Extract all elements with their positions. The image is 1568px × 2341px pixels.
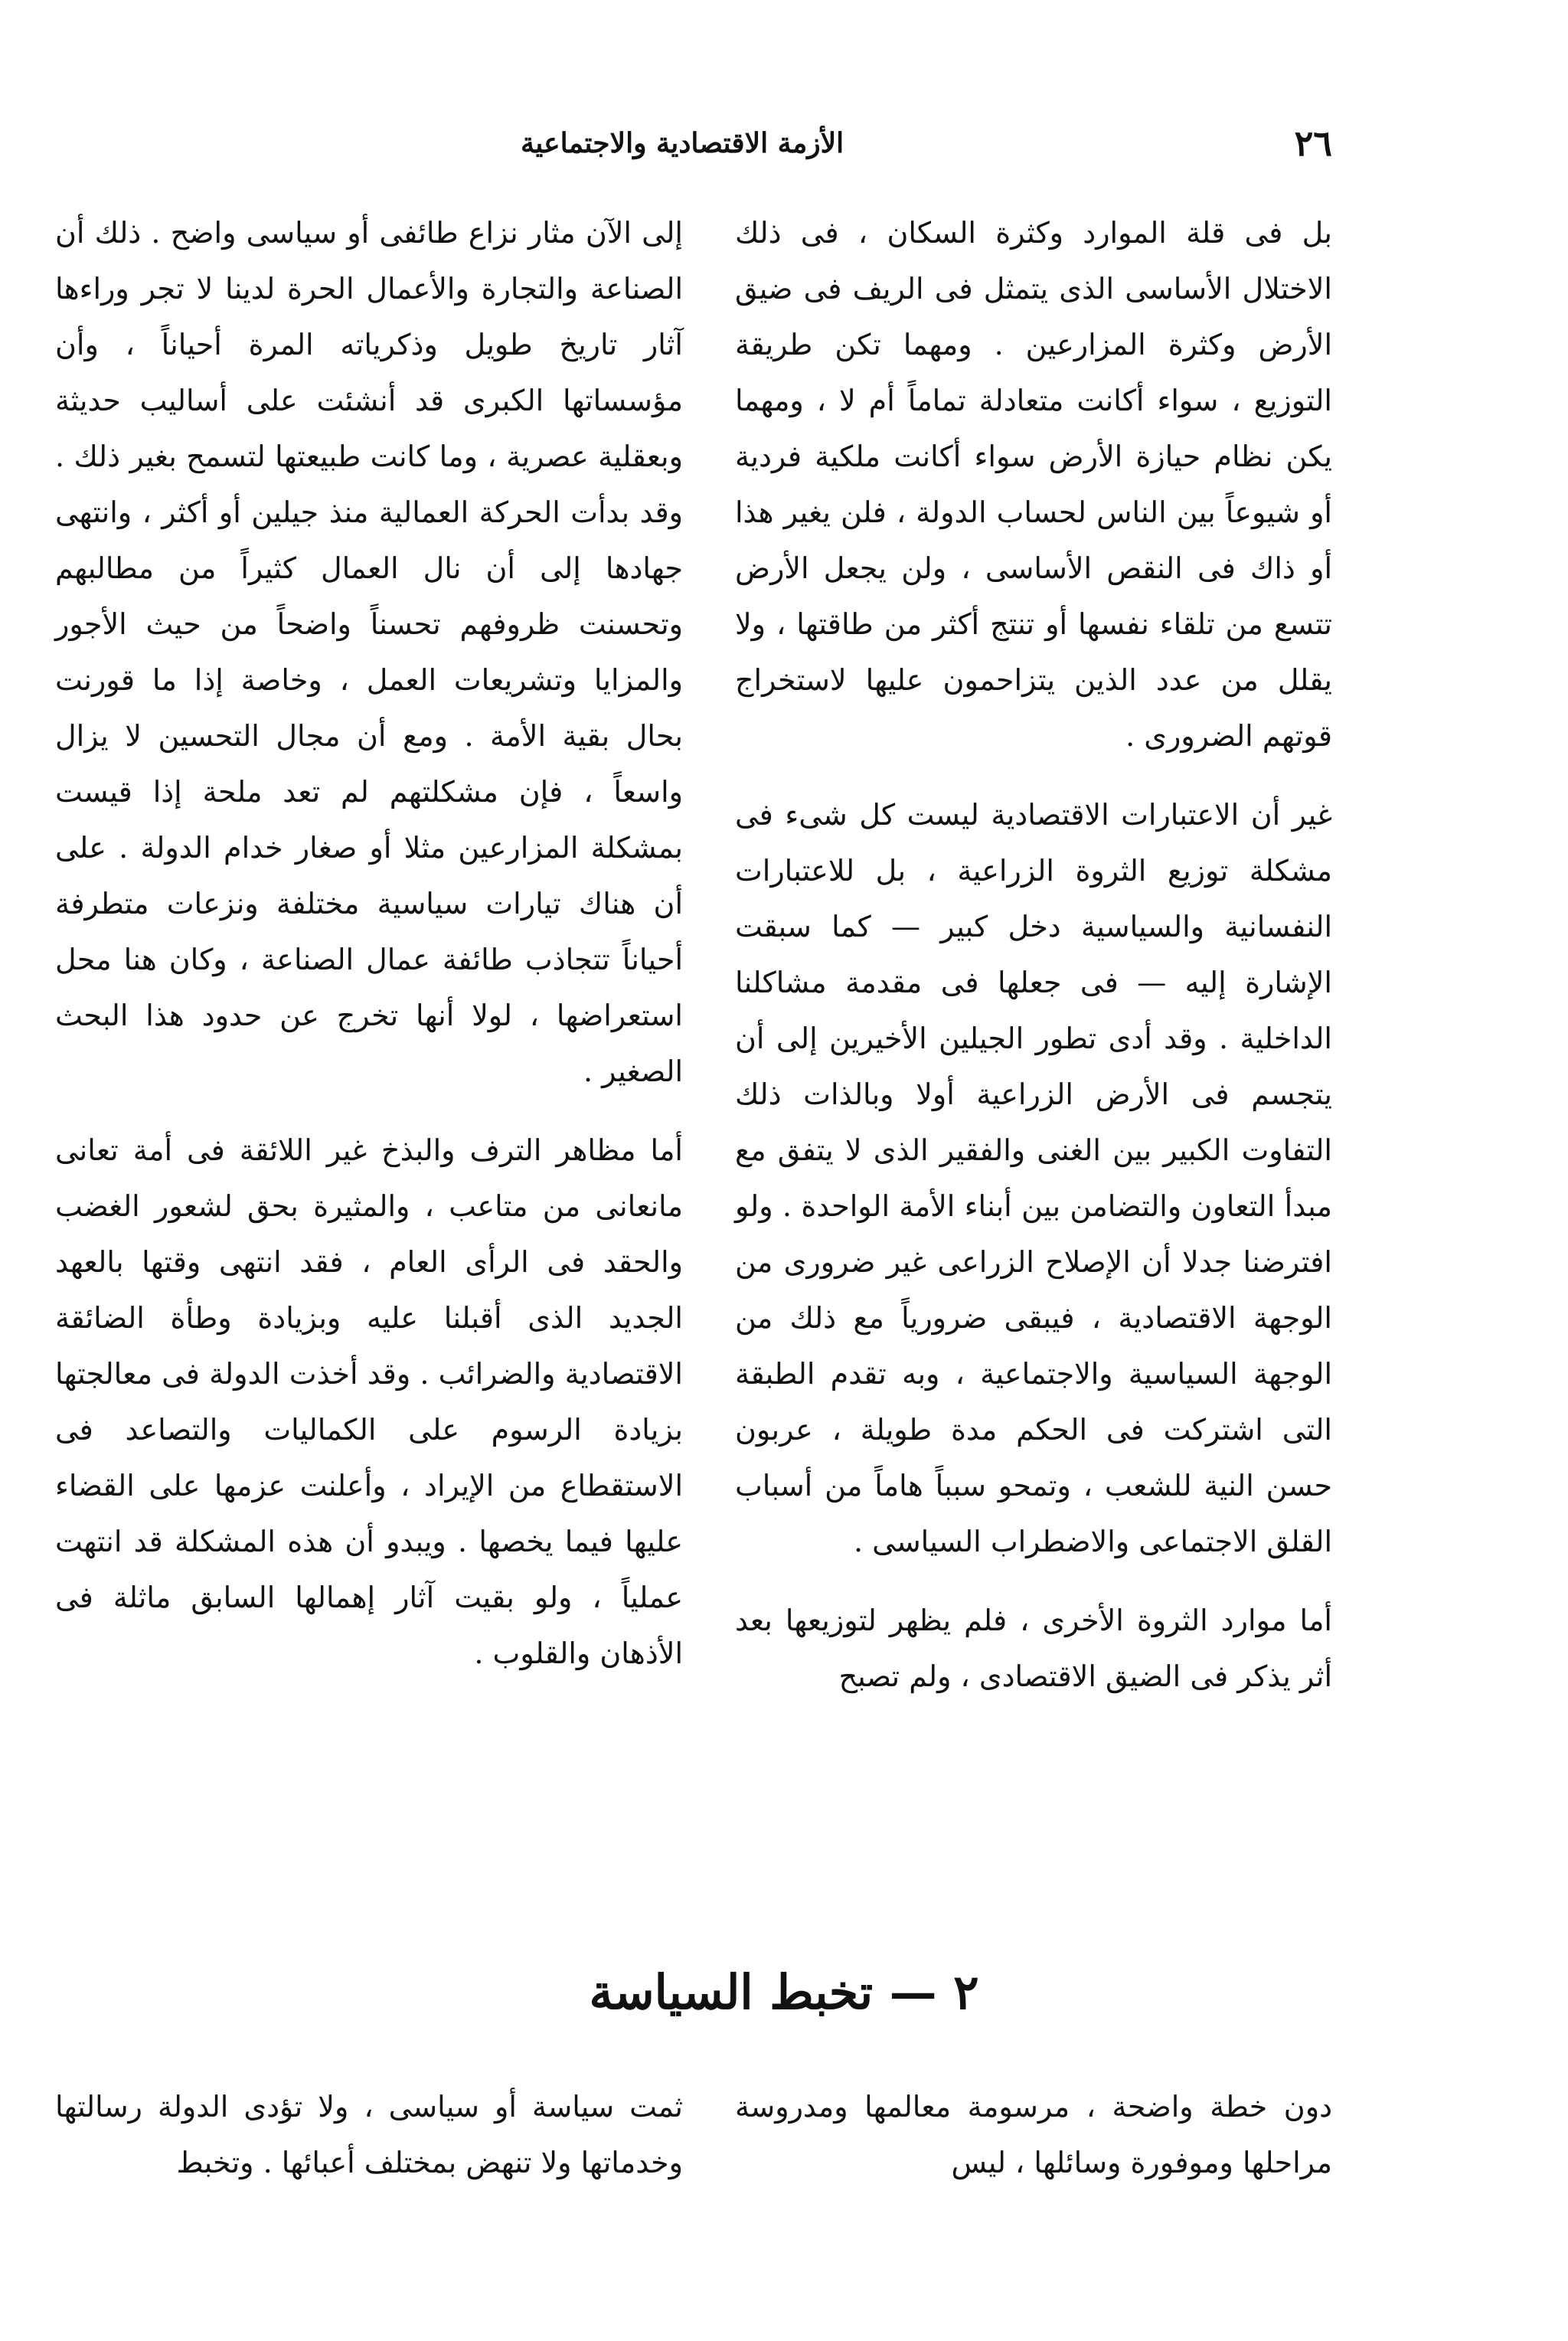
page-number: ٢٦ xyxy=(1294,123,1332,164)
left-paragraph-1: إلى الآن مثار نزاع طائفى أو سياسى واضح . ذلك أن الصناعة والتجارة والأعمال الحرة لدينا لا تجر وراءها آثار تاريخ طويل وذكرياته المرة أحياناً ، وأن مؤسساتها الكبرى قد أنشئت على أساليب حديثة وبعقلية عصرية ، وما كانت طبيعتها لتسمح بغير ذلك . وقد بدأت الحركة العمالية منذ جيلين أو أكثر ، وانتهى جهادها إلى أن نال العمال كثيراً من مطالبهم وتحسنت ظروفهم تحسناً واضحاً من حيث الأجور والمزايا وتشريعات العمل ، وخاصة إذا ما قورنت بحال بقية الأمة . ومع أن مجال التحسين لا يزال واسعاً ، فإن مشكلتهم لم تعد ملحة إذا قيست بمشكلة المزارعين مثلا أو صغار خدام الدولة . على أن هناك تيارات سياسية مختلفة ونزعات متطرفة أحياناً تتجاذب طائفة عمال الصناعة ، وكان هنا محل استعراضها ، لولا أنها تخرج عن حدود هذا البحث الصغير . xyxy=(55,216,683,1088)
section-right-column xyxy=(735,2079,1332,2191)
right-paragraph-1: بل فى قلة الموارد وكثرة السكان ، فى ذلك الاختلال الأساسى الذى يتمثل فى الريف فى ضيق الأرض وكثرة المزارعين . ومهما تكن طريقة التوزيع ، سواء أكانت متعادلة تماماً أم لا ، ومهما يكن نظام حيازة الأرض سواء أكانت ملكية فردية أو شيوعاً بين الناس لحساب الدولة ، فلن يغير هذا أو ذاك فى النقص الأساسى ، ولن يجعل الأرض تتسع من تلقاء نفسها أو تنتج أكثر من طاقتها ، ولا يقلل من عدد الذين يتزاحمون عليها لاستخراج قوتهم الضرورى . xyxy=(735,216,1332,753)
section-left-column xyxy=(55,2079,683,2191)
right-column xyxy=(735,205,1332,1705)
left-paragraph-2: أما مظاهر الترف والبذخ غير اللائقة فى أمة تعانى مانعانى من متاعب ، والمثيرة بحق لشعور الغضب والحقد فى الرأى العام ، فقد انتهى وقتها بالعهد الجديد الذى أقبلنا عليه وبزيادة وطأة الضائقة الاقتصادية والضرائب . وقد أخذت الدولة فى معالجتها بزيادة الرسوم على الكماليات والتصاعد فى الاستقطاع من الإيراد ، وأعلنت عزمها على القضاء عليها فيما يخصها . ويبدو أن هذه المشكلة قد انتهت عملياً ، ولو بقيت آثار إهمالها السابق ماثلة فى الأذهان والقلوب . xyxy=(55,1133,683,1670)
section-left-text: ثمت سياسة أو سياسى ، ولا تؤدى الدولة رسالتها وخدماتها ولا تنهض بمختلف أعبائها . وتخبط xyxy=(55,2090,683,2179)
section-right-text: دون خطة واضحة ، مرسومة معالمها ومدروسة مراحلها وموفورة وسائلها ، ليس xyxy=(735,2090,1332,2179)
page-header xyxy=(521,123,1332,176)
running-title: الأزمة الاقتصادية والاجتماعية xyxy=(521,127,844,159)
left-column xyxy=(55,205,683,1682)
right-paragraph-2: غير أن الاعتبارات الاقتصادية ليست كل شىء فى مشكلة توزيع الثروة الزراعية ، بل للاعتبارات النفسانية والسياسية دخل كبير — كما سبقت الإشارة إليه — فى جعلها فى مقدمة مشاكلنا الداخلية . وقد أدى تطور الجيلين الأخيرين إلى أن يتجسم فى الأرض الزراعية أولا وبالذات ذلك التفاوت الكبير بين الغنى والفقير الذى لا يتفق مع مبدأ التعاون والتضامن بين أبناء الأمة الواحدة . ولو افترضنا جدلا أن الإصلاح الزراعى غير ضرورى من الوجهة الاقتصادية ، فيبقى ضرورياً مع ذلك من الوجهة السياسية والاجتماعية ، وبه تقدم الطبقة التى اشتركت فى الحكم مدة طويلة ، عربون حسن النية للشعب ، وتمحو سبباً هاماً من أسباب القلق الاجتماعى والاضطراب السياسى . xyxy=(735,798,1332,1558)
right-paragraph-3: أما موارد الثروة الأخرى ، فلم يظهر لتوزيعها بعد أثر يذكر فى الضيق الاقتصادى ، ولم تصبح xyxy=(735,1604,1332,1693)
section-heading: ٢ — تخبط السياسة xyxy=(589,1964,979,2020)
